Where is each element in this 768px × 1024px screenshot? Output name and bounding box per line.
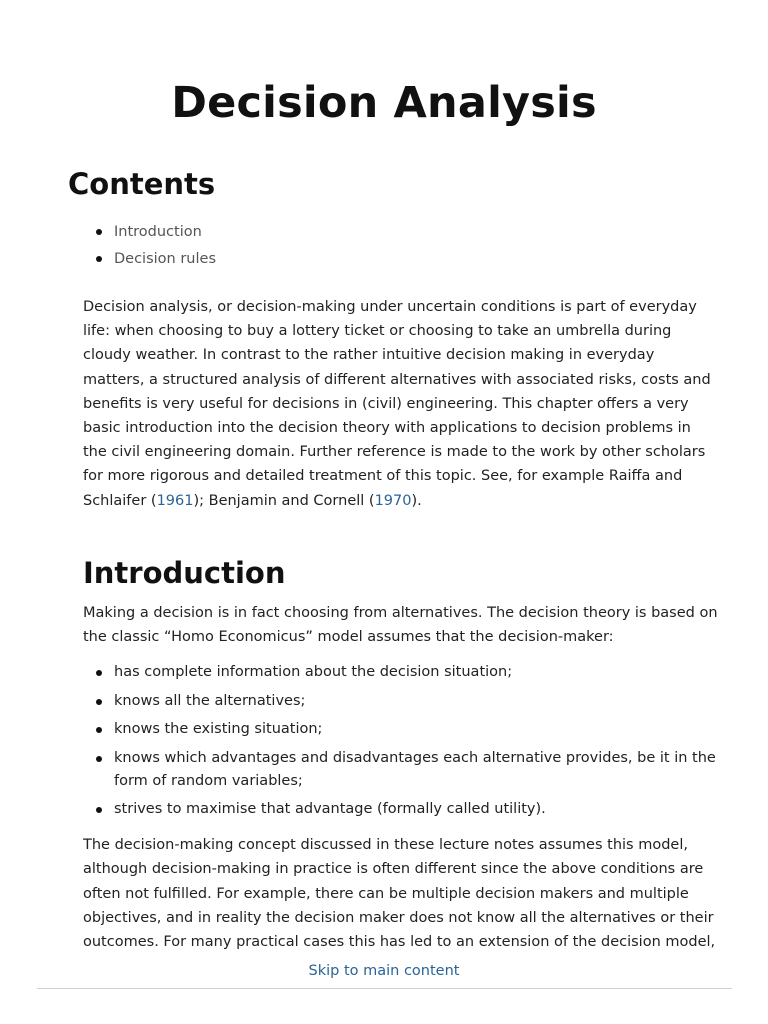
citation-link-1961[interactable]: 1961 <box>156 492 194 509</box>
intro-text-end: ). <box>411 492 422 509</box>
intro-text: Decision analysis, or decision-making under uncertain conditions is part of everyday life: when choosing to buy a lottery ticket or choosing to take an umbrella during cloudy weather. In contrast to the rather intuitive decision making in everyday matters, a structured analysis of different alternatives with associated risks, costs and benefits is very useful for decisions in (civil) engineering. This chapter offers a very basic introduction into the decision theory with applications to decision problems in the civil engineering domain. Further reference is made to the work by other scholars for more rigorous and detailed treatment of this topic. See, for example Raiffa and Schlaifer ( <box>83 299 711 509</box>
citation-link-1970[interactable]: 1970 <box>374 492 412 509</box>
table-of-contents <box>114 220 216 274</box>
toc-link-introduction[interactable]: Introduction <box>114 224 202 240</box>
list-item: strives to maximise that advantage (formally called utility). <box>114 798 718 821</box>
intro-text-between: ); Benjamin and Cornell ( <box>193 492 375 509</box>
introduction-followup: The decision-making concept discussed in these lecture notes assumes this model, although decision-making in practice is often different since the above conditions are often not fulfilled. For example, there can be multiple decision makers and multiple objectives, and in reality the decision maker does not know all the alternatives or their outcomes. For many practical cases this has led to an extension of the decision model, <box>83 837 716 950</box>
list-item: knows the existing situation; <box>114 718 718 741</box>
toc-item-introduction <box>114 220 216 247</box>
toc-link-decision-rules[interactable]: Decision rules <box>114 251 216 267</box>
bottom-divider <box>37 988 732 989</box>
list-item: has complete information about the decision situation; <box>114 661 718 684</box>
skip-to-main-content-link[interactable]: Skip to main content <box>308 963 460 979</box>
main-content <box>83 295 718 950</box>
intro-paragraph <box>83 295 718 513</box>
toc-item-decision-rules <box>114 247 216 274</box>
introduction-lead: Making a decision is in fact choosing from alternatives. The decision theory is based on the classic “Homo Economicus” model assumes that the decision-maker: <box>83 604 718 646</box>
contents-heading: Contents <box>68 167 216 201</box>
list-item: knows which advantages and disadvantages each alternative provides, be it in the form of random variables; <box>114 747 718 793</box>
list-item: knows all the alternatives; <box>114 690 718 713</box>
section-heading-introduction: Introduction <box>83 555 286 590</box>
page-title: Decision Analysis <box>171 78 597 128</box>
assumptions-list <box>83 661 718 821</box>
